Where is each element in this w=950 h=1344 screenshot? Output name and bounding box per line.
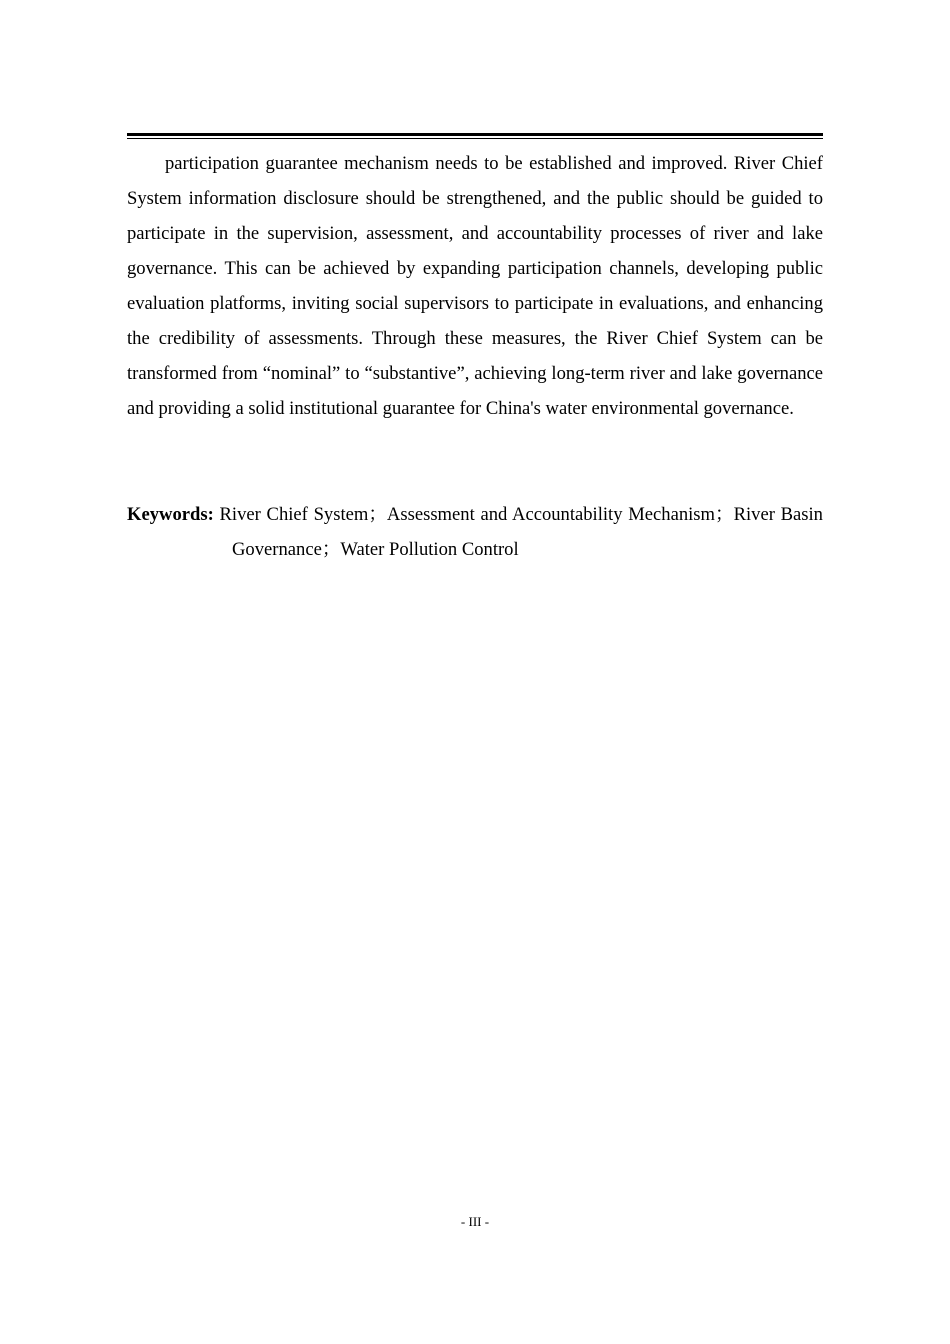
header-double-rule [127,133,823,139]
keywords-line [127,497,823,567]
header-rule-thin [127,138,823,139]
keywords-label: Keywords: [127,504,214,525]
header-rule-thick [127,133,823,136]
keywords-list: River Chief System；Assessment and Accountability Mechanism；River Basin Governance；Water Pollution Control [219,504,823,560]
abstract-paragraph: participation guarantee mechanism needs to be established and improved. River Chief System information disclosure should be strengthened, and the public should be guided to participate in the supervision, assessment, and accountability processes of river and lake governance. This can be achieved by expanding participation channels, developing public evaluation platforms, inviting social supervisors to participate in evaluations, and enhancing the credibility of assessments. Through these measures, the River Chief System can be transformed from “nominal” to “substantive”, achieving long-term river and lake governance and providing a solid institutional guarantee for China's water environmental governance. [127,153,823,419]
page-number: - III - [460,1214,490,1229]
